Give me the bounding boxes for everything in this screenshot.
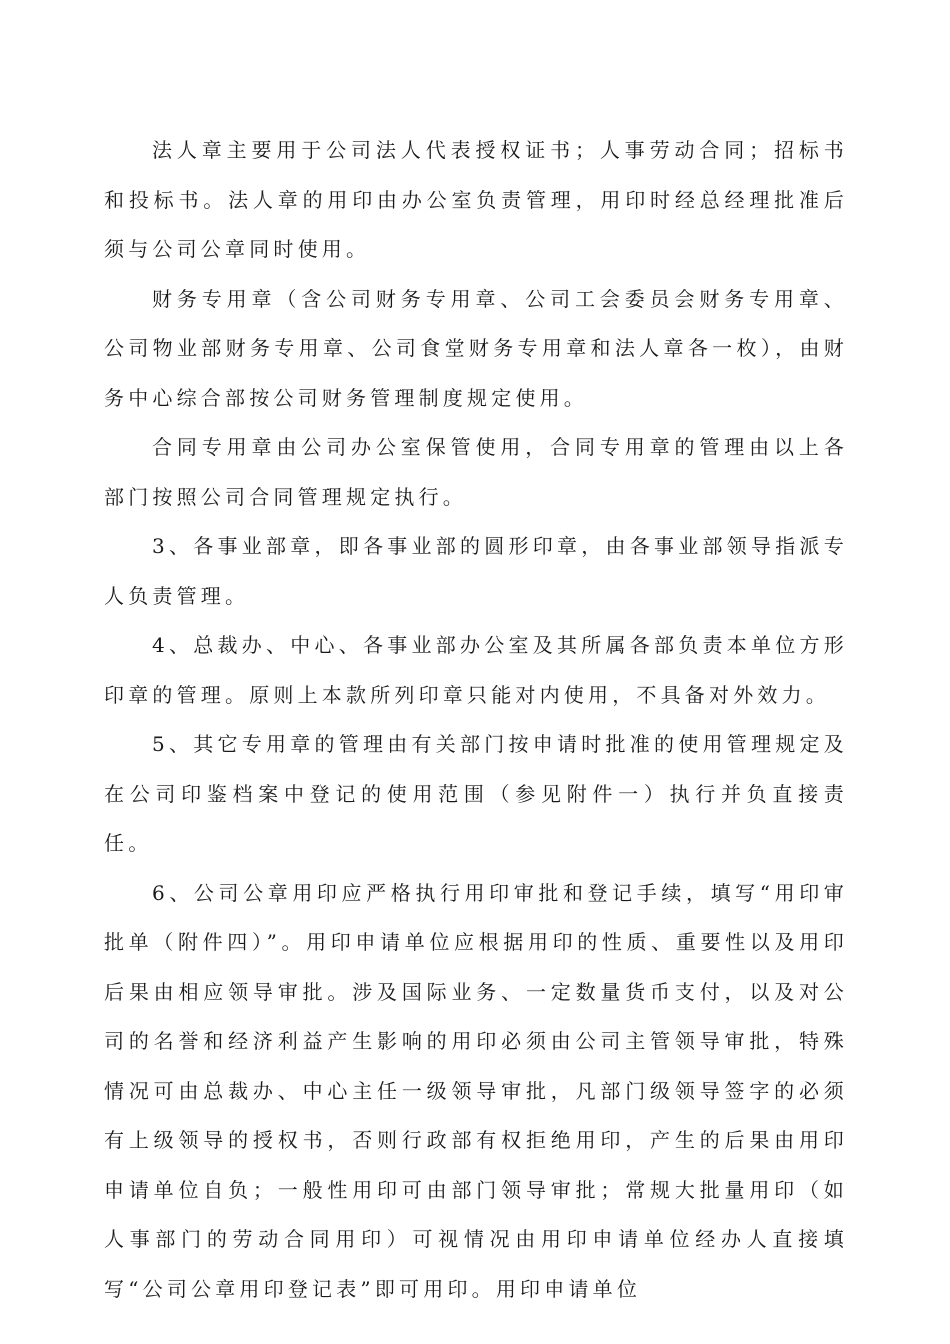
paragraph-finance-seal: 财务专用章（含公司财务专用章、公司工会委员会财务专用章、公司物业部财务专用章、公司食堂财务专用章和法人章各一枚），由财务中心综合部按公司财务管理制度规定使用。 [104, 286, 848, 410]
document-body [104, 126, 848, 1314]
paragraph-legal-seal: 法人章主要用于公司法人代表授权证书；人事劳动合同；招标书和投标书。法人章的用印由办公室负责管理，用印时经总经理批准后须与公司公章同时使用。 [104, 138, 848, 261]
paragraph-contract-seal: 合同专用章由公司办公室保管使用，合同专用章的管理由以上各部门按照公司合同管理规定执行。 [104, 435, 848, 509]
paragraph-item-5: 5、其它专用章的管理由有关部门按申请时批准的使用管理规定及在公司印鉴档案中登记的使用范围（参见附件一）执行并负直接责任。 [104, 732, 848, 855]
paragraph-item-4: 4、总裁办、中心、各事业部办公室及其所属各部负责本单位方形印章的管理。原则上本款所列印章只能对内使用，不具备对外效力。 [104, 633, 848, 707]
paragraph-item-6: 6、公司公章用印应严格执行用印审批和登记手续，填写“用印审批单（附件四）”。用印申请单位应根据用印的性质、重要性以及用印后果由相应领导审批。涉及国际业务、一定数量货币支付，以及对公司的名誉和经济利益产生影响的用印必须由公司主管领导审批，特殊情况可由总裁办、中心主任一级领导审批，凡部门级领导签字的必须有上级领导的授权书，否则行政部有权拒绝用印，产生的后果由用印申请单位自负；一般性用印可由部门领导审批；常规大批量用印（如人事部门的劳动合同用印）可视情况由用印申请单位经办人直接填写“公司公章用印登记表”即可用印。用印申请单位 [104, 880, 848, 1301]
paragraph-item-3: 3、各事业部章，即各事业部的圆形印章，由各事业部领导指派专人负责管理。 [104, 534, 848, 608]
